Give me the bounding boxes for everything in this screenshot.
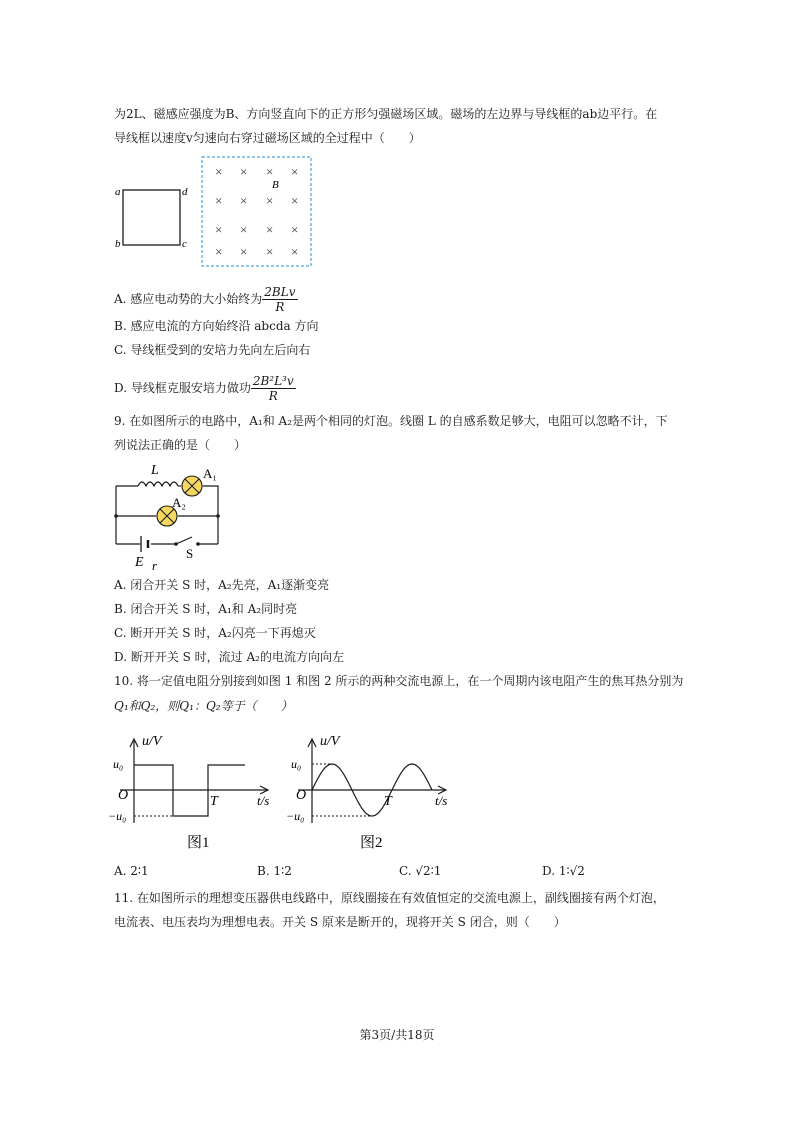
field-cross: ×	[266, 193, 274, 208]
fig2-caption: 图2	[360, 835, 383, 851]
fig2-neg-u0: −u₀	[286, 809, 305, 823]
q8-option-d	[114, 374, 296, 403]
q8-stem-line2: 导线框以速度v匀速向右穿过磁场区域的全过程中（ ）	[114, 131, 421, 145]
fig1-caption: 图1	[187, 835, 210, 851]
q10-option-b: B. 1∶2	[257, 864, 292, 878]
q10-stem-line1: 10. 将一定值电阻分别接到如图 1 和图 2 所示的两种交流电源上，在一个周期内该电阻产生的焦耳热分别为	[114, 674, 684, 688]
field-crosses	[215, 164, 298, 259]
q11-stem-line1: 11. 在如图所示的理想变压器供电线路中，原线圈接在有效值恒定的交流电源上，副线圈接有两个灯泡，	[114, 891, 665, 905]
q8-label-c: c	[182, 238, 187, 250]
q8-label-d: d	[182, 186, 188, 198]
q9-option-b: B. 闭合开关 S 时，A₁和 A₂同时亮	[114, 602, 298, 616]
q8-option-a-num: 2BLv	[264, 285, 296, 299]
field-cross: ×	[215, 222, 223, 237]
fig2-period: T	[384, 794, 392, 809]
q9-stem-line2: 列说法正确的是（ ）	[114, 438, 247, 452]
q10-option-c: C. √2∶1	[399, 864, 442, 878]
q9-label-L: L	[151, 463, 159, 478]
q8-option-d-text: D. 导线框克服安培力做功	[114, 381, 251, 395]
field-cross: ×	[291, 244, 299, 259]
field-cross: ×	[215, 164, 223, 179]
field-cross: ×	[240, 222, 248, 237]
wire-frame	[123, 190, 180, 245]
field-cross: ×	[291, 164, 299, 179]
q9-label-A1: A₁	[203, 466, 217, 481]
q8-option-a	[114, 285, 298, 314]
fig2-u0: u₀	[291, 757, 302, 771]
field-cross: ×	[240, 193, 248, 208]
q8-option-b: B. 感应电流的方向始终沿 abcda 方向	[114, 319, 319, 333]
q10-stem-line2: Q₁和Q₂，则Q₁：Q₂等于（ ）	[114, 699, 293, 713]
field-cross: ×	[215, 193, 223, 208]
q9-option-d: D. 断开开关 S 时，流过 A₂的电流方向向左	[114, 650, 344, 664]
q9-label-S: S	[186, 546, 194, 561]
q8-option-d-den: R	[268, 389, 278, 403]
field-cross: ×	[266, 164, 274, 179]
q9-label-A2: A₂	[172, 495, 186, 510]
q8-label-a: a	[115, 186, 121, 198]
q8-option-a-fraction	[262, 285, 297, 314]
q10-figure-2	[288, 735, 458, 855]
field-cross: ×	[215, 244, 223, 259]
fig1-neg-u0: −u₀	[108, 809, 127, 823]
fig1-origin: O	[118, 788, 129, 803]
field-cross: ×	[240, 164, 248, 179]
fig1-period: T	[210, 794, 218, 809]
field-cross: ×	[291, 222, 299, 237]
q10-figure-1	[110, 735, 282, 855]
q9-stem-line1: 9. 在如图所示的电路中，A₁和 A₂是两个相同的灯泡。线圈 L 的自感系数足够大，电阻可以忽略不计，下	[114, 414, 668, 428]
inductor-coil	[138, 482, 178, 486]
q8-figure	[110, 152, 320, 270]
switch-blade	[176, 537, 192, 544]
q8-label-b: b	[115, 238, 121, 250]
q8-option-d-fraction	[251, 374, 296, 403]
q11-stem-line2: 电流表、电压表均为理想电表。开关 S 原来是断开的，现将开关 S 闭合，则（ ）	[114, 915, 566, 929]
q8-field-label: B	[272, 179, 279, 191]
field-cross: ×	[266, 222, 274, 237]
field-cross: ×	[266, 244, 274, 259]
fig2-origin: O	[296, 788, 307, 803]
fig2-ylabel: u/V	[320, 734, 340, 749]
q8-option-c: C. 导线框受到的安培力先向左后向右	[114, 343, 311, 357]
q10-option-d: D. 1∶√2	[542, 864, 585, 878]
q9-circuit	[108, 458, 228, 573]
q9-label-E: E	[135, 555, 144, 570]
q8-option-a-text: A. 感应电动势的大小始终为	[114, 292, 263, 306]
fig1-ylabel: u/V	[142, 734, 162, 749]
q9-option-c: C. 断开开关 S 时，A₂闪亮一下再熄灭	[114, 626, 316, 640]
page-footer: 第3页/共18页	[359, 1028, 435, 1042]
q8-option-d-num: 2B²L³v	[252, 374, 294, 388]
q8-stem-line1: 为2L、磁感应强度为B、方向竖直向下的正方形匀强磁场区域。磁场的左边界与导线框的ab边平行。在	[114, 107, 658, 121]
field-cross: ×	[291, 193, 299, 208]
fig1-u0: u₀	[113, 757, 124, 771]
q10-option-a: A. 2∶1	[114, 864, 149, 878]
q9-option-a: A. 闭合开关 S 时，A₂先亮，A₁逐渐变亮	[114, 578, 330, 592]
q8-option-a-den: R	[275, 300, 285, 314]
fig1-xlabel: t/s	[257, 793, 270, 808]
fig2-xlabel: t/s	[435, 793, 448, 808]
q9-label-r: r	[152, 558, 158, 573]
field-cross: ×	[240, 244, 248, 259]
